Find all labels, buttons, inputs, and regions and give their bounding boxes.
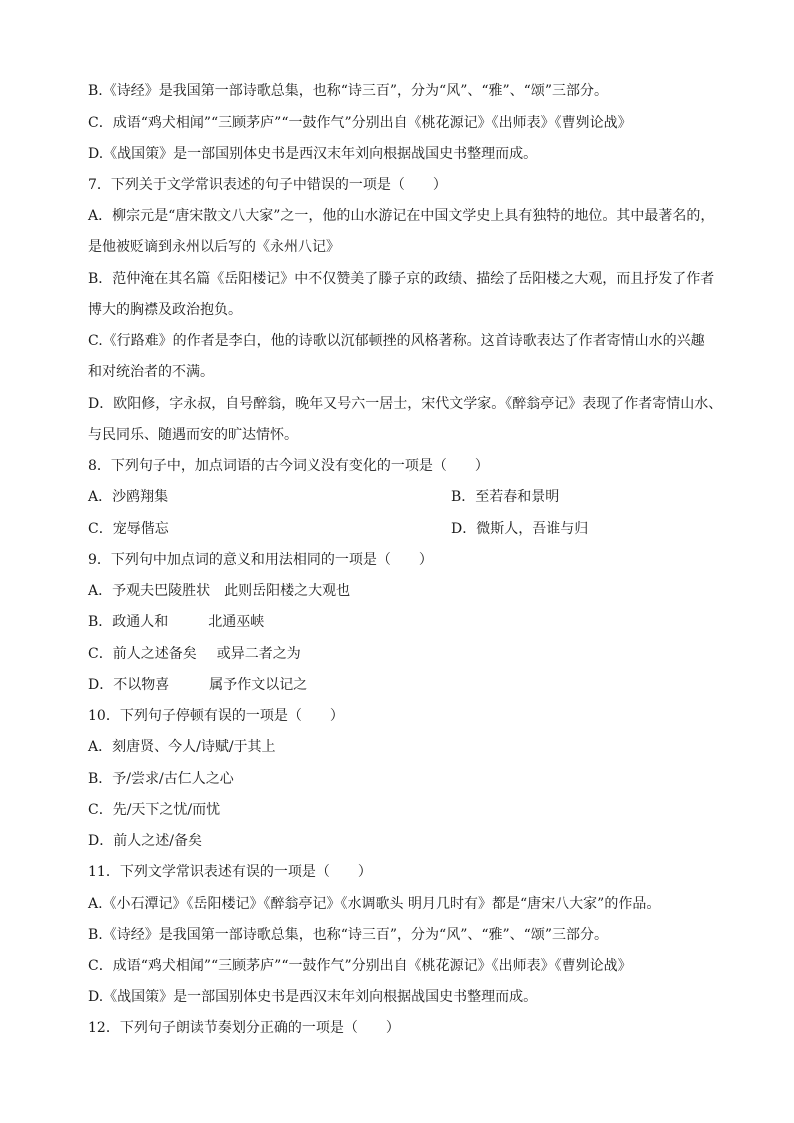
q7-option-d-line1: D．欧阳修，字永叔，自号醉翁，晚年又号六一居士，宋代文学家。《醉翁亭记》表现了作者寄情山水、 bbox=[88, 396, 723, 412]
q9-option-c-part2: 或异二者之为 bbox=[216, 646, 301, 662]
q8-row-cd bbox=[88, 519, 728, 539]
q9-option-b-part1: B．政通人和 bbox=[88, 614, 169, 630]
q6-option-b: B.《诗经》是我国第一部诗歌总集，也称“诗三百”，分为“风”、“雅”、“颂”三部分。 bbox=[88, 83, 608, 99]
q10-option-c: C．先/天下之忧/而忧 bbox=[88, 802, 221, 818]
q7-option-d-line2: 与民同乐、随遇而安的旷达情怀。 bbox=[88, 427, 298, 443]
q10-option-d: D．前人之述/备矣 bbox=[88, 833, 202, 849]
q8-option-d: D．微斯人，吾谁与归 bbox=[451, 521, 589, 537]
q8-option-c: C．宠辱偕忘 bbox=[88, 521, 169, 537]
q10-option-a: A．刻唐贤、今人/诗赋/于其上 bbox=[88, 739, 276, 755]
q7-option-c-line1: C.《行路难》的作者是李白，他的诗歌以沉郁顿挫的风格著称。这首诗歌表达了作者寄情山水的兴趣 bbox=[88, 333, 705, 349]
q7-option-a-line1: A．柳宗元是“唐宋散文八大家”之一，他的山水游记在中国文学史上具有独特的地位。其中最著名的， bbox=[88, 208, 715, 224]
q10-stem: 10．下列句子停顿有误的一项是（ ） bbox=[88, 708, 344, 724]
q7-option-b-line2: 博大的胸襟及政治抱负。 bbox=[88, 302, 242, 318]
q11-option-c: C．成语“鸡犬相闻”“三顾茅庐”“一鼓作气”分别出自《桃花源记》《出师表》《曹刿论战》 bbox=[88, 958, 632, 974]
q11-option-a: A.《小石潭记》《岳阳楼记》《醉翁亭记》《水调歌头 明月几时有》都是“唐宋八大家”的作品。 bbox=[88, 896, 661, 912]
q9-option-c-part1: C．前人之述备矣 bbox=[88, 646, 197, 662]
q7-option-a-line2: 是他被贬谪到永州以后写的《永州八记》 bbox=[88, 239, 340, 255]
q8-option-a: A．沙鸥翔集 bbox=[88, 489, 169, 505]
q7-stem: 7．下列关于文学常识表述的句子中错误的一项是（ ） bbox=[88, 177, 447, 193]
q9-option-a bbox=[88, 581, 728, 601]
q6-option-d: D.《战国策》是一部国别体史书是西汉末年刘向根据战国史书整理而成。 bbox=[88, 146, 538, 162]
q9-option-a-part1: A．予观夫巴陵胜状 bbox=[88, 583, 211, 599]
q9-option-d-part1: D．不以物喜 bbox=[88, 677, 170, 693]
q7-option-b-line1: B．范仲淹在其名篇《岳阳楼记》中不仅赞美了滕子京的政绩、描绘了岳阳楼之大观，而且抒发了作者 bbox=[88, 271, 715, 287]
q9-option-c bbox=[88, 644, 728, 664]
q9-option-d bbox=[88, 675, 728, 695]
q11-stem: 11．下列文学常识表述有误的一项是（ ） bbox=[88, 864, 372, 880]
q8-row-ab bbox=[88, 487, 728, 507]
q6-option-c: C．成语“鸡犬相闻”“三顾茅庐”“一鼓作气”分别出自《桃花源记》《出师表》《曹刿论战》 bbox=[88, 115, 632, 131]
q9-option-b-part2: 北通巫峡 bbox=[208, 614, 265, 630]
q8-option-b: B．至若春和景明 bbox=[451, 489, 560, 505]
q9-option-d-part2: 属予作文以记之 bbox=[209, 677, 308, 693]
q8-stem: 8．下列句子中，加点词语的古今词义没有变化的一项是（ ） bbox=[88, 458, 489, 474]
q9-option-a-part2: 此则岳阳楼之大观也 bbox=[224, 583, 351, 599]
q10-option-b: B．予/尝求/古仁人之心 bbox=[88, 771, 234, 787]
q11-option-b: B.《诗经》是我国第一部诗歌总集，也称“诗三百”，分为“风”、“雅”、“颂”三部分。 bbox=[88, 927, 608, 943]
q9-stem: 9．下列句中加点词的意义和用法相同的一项是（ ） bbox=[88, 552, 433, 568]
q9-option-b bbox=[88, 612, 728, 632]
q7-option-c-line2: 和对统治者的不满。 bbox=[88, 364, 214, 380]
q12-stem: 12．下列句子朗读节奏划分正确的一项是（ ） bbox=[88, 1020, 400, 1036]
q11-option-d: D.《战国策》是一部国别体史书是西汉末年刘向根据战国史书整理而成。 bbox=[88, 989, 538, 1005]
